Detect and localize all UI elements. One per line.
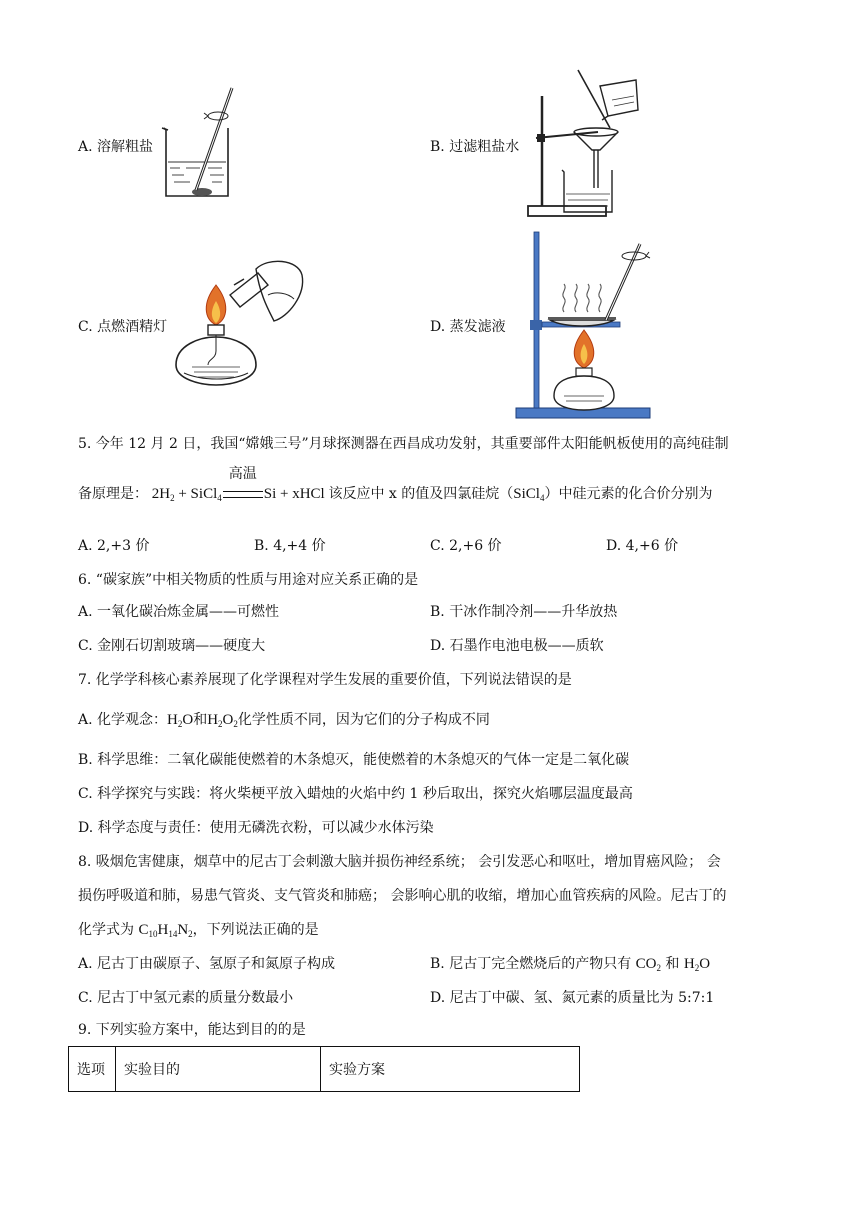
question-5-option-a: A. 2,+3 价 [78,538,150,554]
option-a: A. 溶解粗盐 [78,139,154,155]
header-purpose: 实验目的 [116,1047,321,1092]
question-5-option-b: B. 4,+4 价 [254,538,326,554]
question-9-stem: 9. 下列实验方案中，能达到目的的是 [78,1022,306,1038]
question-8-option-c: C. 尼古丁中氢元素的质量分数最小 [78,990,294,1006]
question-8-option-d: D. 尼古丁中碳、氢、氮元素的质量比为 5:7:1 [430,990,715,1006]
question-5-option-d: D. 4,+6 价 [606,538,679,554]
table-header-row [69,1047,580,1092]
question-5-stem-line2: 备原理是： $2H_2$ + SiCl$_4$ 高温 Si + xHCl 该反应中 x 的值及四氯硅烷（SiCl$_4$）中硅元素的化合价分别为 [78,466,713,503]
option-d: D. 蒸发滤液 [430,319,506,335]
question-5-stem-line1: 5. 今年 12 月 2 日，我国“嫦娥三号”月球探测器在西昌成功发射，其重要部件太阳能帆板使用的高纯硅制 [78,436,729,452]
question-6-option-b: B. 干冰作制冷剂——升华放热 [430,604,618,620]
question-6-stem: 6. “碳家族”中相关物质的性质与用途对应关系正确的是 [78,572,419,588]
question-8-stem-line3: 化学式为 $C_{10}H_{14}N_2$，下列说法正确的是 [78,922,319,939]
question-8-option-a: A. 尼古丁由碳原子、氢原子和氮原子构成 [78,956,336,972]
option-b: B. 过滤粗盐水 [430,139,520,155]
reaction-condition: 高温 [222,484,264,504]
reaction-equation: $2H_2$ + SiCl$_4$ 高温 Si + xHCl [148,466,329,503]
question-8-stem-line2: 损伤呼吸道和肺，易患气管炎、支气管炎和肺癌； 会影响心肌的收缩，增加心血管疾病的风险。尼古丁的 [78,888,727,904]
header-option: 选项 [69,1047,116,1092]
question-6-option-d: D. 石墨作电池电极——质软 [430,638,604,654]
question-8-option-b: B. 尼古丁完全燃烧后的产物只有 $CO_2$ 和 $H_2O$ [430,956,711,973]
question-7-option-d: D. 科学态度与责任：使用无磷洗衣粉，可以减少水体污染 [78,820,434,836]
question-9-table [68,1046,580,1092]
question-7-stem: 7. 化学学科核心素养展现了化学课程对学生发展的重要价值，下列说法错误的是 [78,672,572,688]
filtration-illustration [528,66,643,221]
question-7-option-a: A. 化学观念：$H_2O$和$H_2O_2$化学性质不同，因为它们的分子构成不同 [78,712,490,729]
header-plan: 实验方案 [321,1047,580,1092]
question-6-option-a: A. 一氧化碳冶炼金属——可燃性 [78,604,280,620]
question-7-option-b: B. 科学思维：二氧化碳能使燃着的木条熄灭，能使燃着的木条熄灭的气体一定是二氧化碳 [78,752,630,768]
question-7-option-c: C. 科学探究与实践：将火柴梗平放入蜡烛的火焰中约 1 秒后取出，探究火焰哪层温度最高 [78,786,633,802]
option-c: C. 点燃酒精灯 [78,319,168,335]
beaker-dissolving-illustration [160,86,240,201]
alcohol-lamp-lighting-illustration [172,255,312,395]
evaporation-illustration [514,228,659,423]
question-6-option-c: C. 金刚石切割玻璃——硬度大 [78,638,266,654]
question-8-stem-line1: 8. 吸烟危害健康，烟草中的尼古丁会刺激大脑并损伤神经系统； 会引发恶心和呕吐，增加胃癌风险； 会 [78,854,721,870]
question-5-option-c: C. 2,+6 价 [430,538,502,554]
